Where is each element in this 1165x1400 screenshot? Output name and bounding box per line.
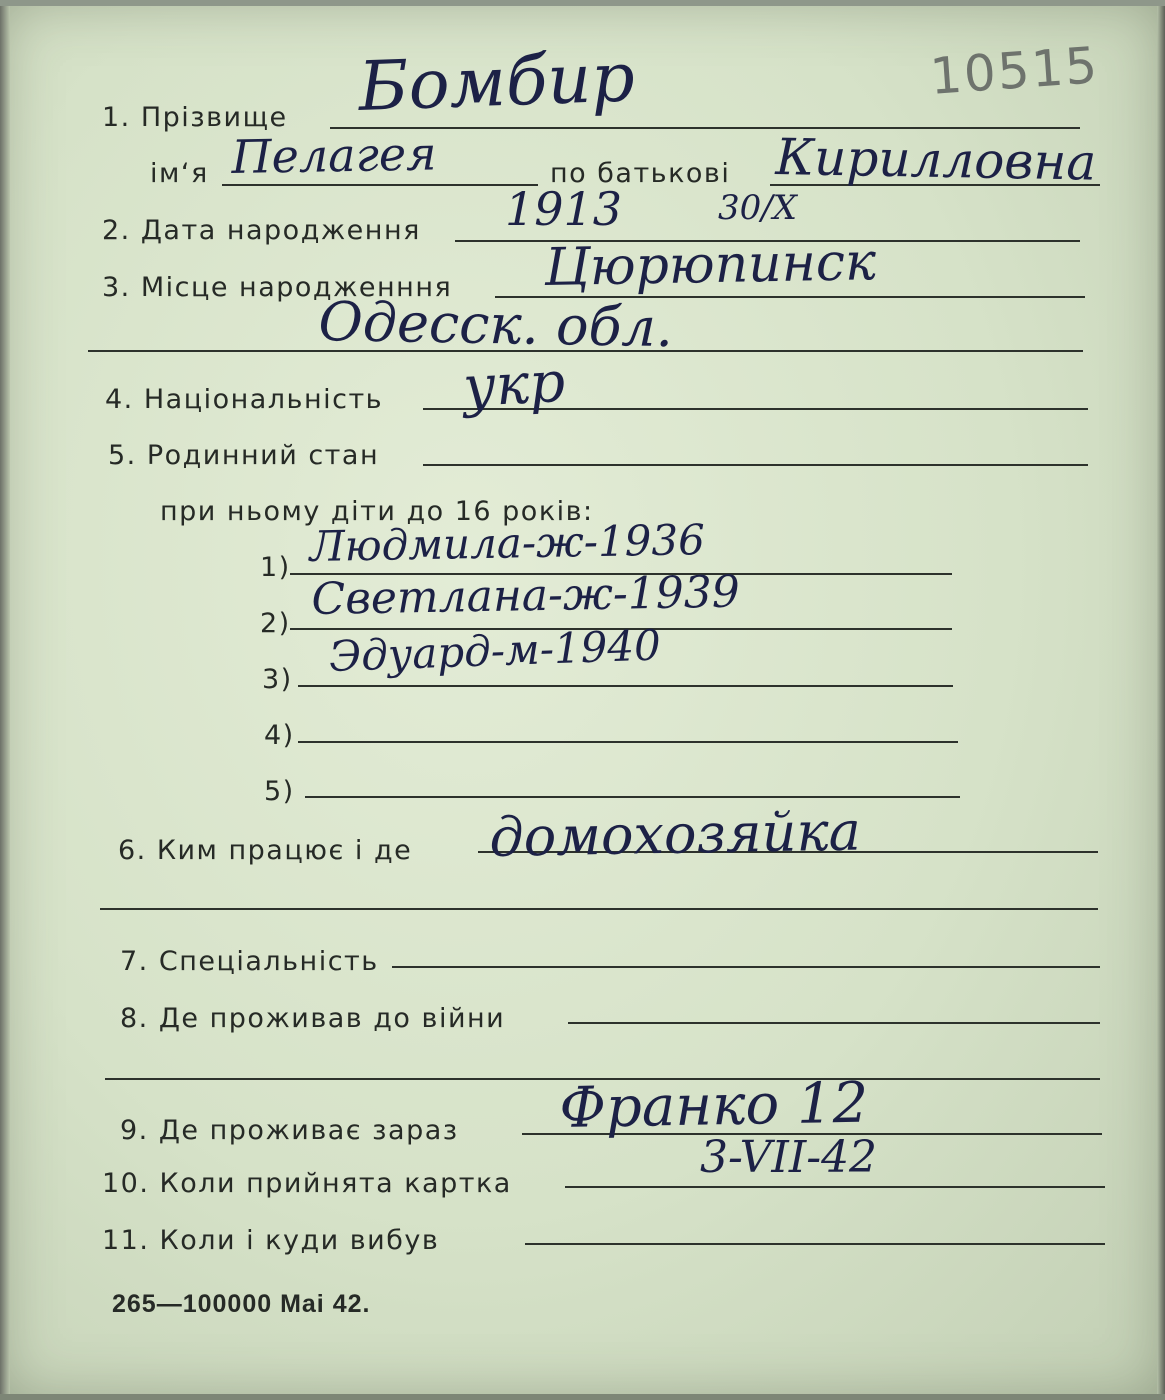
label-birth-date: 2. Дата народження: [102, 215, 421, 246]
value-patronymic: Кирилловна: [775, 128, 1097, 192]
line-child-5: [305, 796, 960, 798]
value-surname: Бомбир: [357, 38, 636, 128]
label-occupation: 6. Ким працює і де: [118, 835, 413, 866]
label-departed: 11. Коли і куди вибув: [102, 1225, 440, 1256]
value-current-residence: Франко 12: [558, 1070, 869, 1141]
label-patronymic: по батькові: [550, 158, 731, 189]
label-birth-place: 3. Місце народженння: [102, 272, 453, 303]
label-prewar-residence: 8. Де проживав до війни: [120, 1003, 506, 1034]
label-nationality: 4. Національність: [105, 384, 384, 415]
line-first-name: [222, 184, 538, 186]
child-number-1: 1): [260, 552, 291, 583]
label-specialty: 7. Спеціальність: [120, 946, 379, 977]
line-prewar-residence: [568, 1022, 1100, 1024]
label-card-accepted: 10. Коли прийнята картка: [102, 1168, 512, 1199]
value-first-name: Пелагея: [231, 126, 437, 184]
value-nationality: укр: [461, 349, 567, 420]
label-surname: 1. Прізвище: [102, 102, 288, 133]
value-birth-year: 1913: [505, 182, 623, 236]
child-number-3: 3): [262, 664, 293, 695]
card-edge-left: [0, 0, 10, 1400]
label-current-residence: 9. Де проживає зараз: [120, 1115, 459, 1146]
line-card-accepted: [565, 1186, 1105, 1188]
value-card-accepted: 3-VII-42: [700, 1132, 878, 1183]
label-first-name: ім‘я: [150, 158, 209, 189]
value-birth-day: 30/X: [718, 188, 797, 228]
print-imprint: 265—100000 Mai 42.: [112, 1290, 371, 1318]
line-child-4: [298, 741, 958, 743]
archive-number: 10515: [928, 36, 1101, 106]
value-child-2: Светлана-ж-1939: [311, 566, 741, 625]
value-child-1: Людмила-ж-1936: [309, 515, 706, 571]
value-birth-region: Одесск. обл.: [318, 290, 674, 360]
card-edge-right: [1157, 0, 1165, 1400]
card-edge-bottom: [0, 1394, 1165, 1400]
value-child-3: Эдуард-м-1940: [328, 620, 662, 681]
line-child-3: [298, 685, 953, 687]
card-edge-top: [0, 0, 1165, 6]
label-children: при ньому діти до 16 років:: [160, 496, 594, 527]
line-occupation-cont: [100, 908, 1098, 910]
label-marital-status: 5. Родинний стан: [108, 440, 380, 471]
child-number-5: 5): [264, 776, 295, 807]
child-number-4: 4): [264, 720, 295, 751]
line-surname: [330, 127, 1080, 129]
value-occupation: домохозяйка: [488, 799, 862, 869]
line-specialty: [392, 966, 1100, 968]
child-number-2: 2): [260, 608, 291, 639]
line-departed: [525, 1243, 1105, 1245]
line-marital-status: [423, 464, 1088, 466]
value-birth-place: Цюрюпинск: [543, 232, 877, 298]
